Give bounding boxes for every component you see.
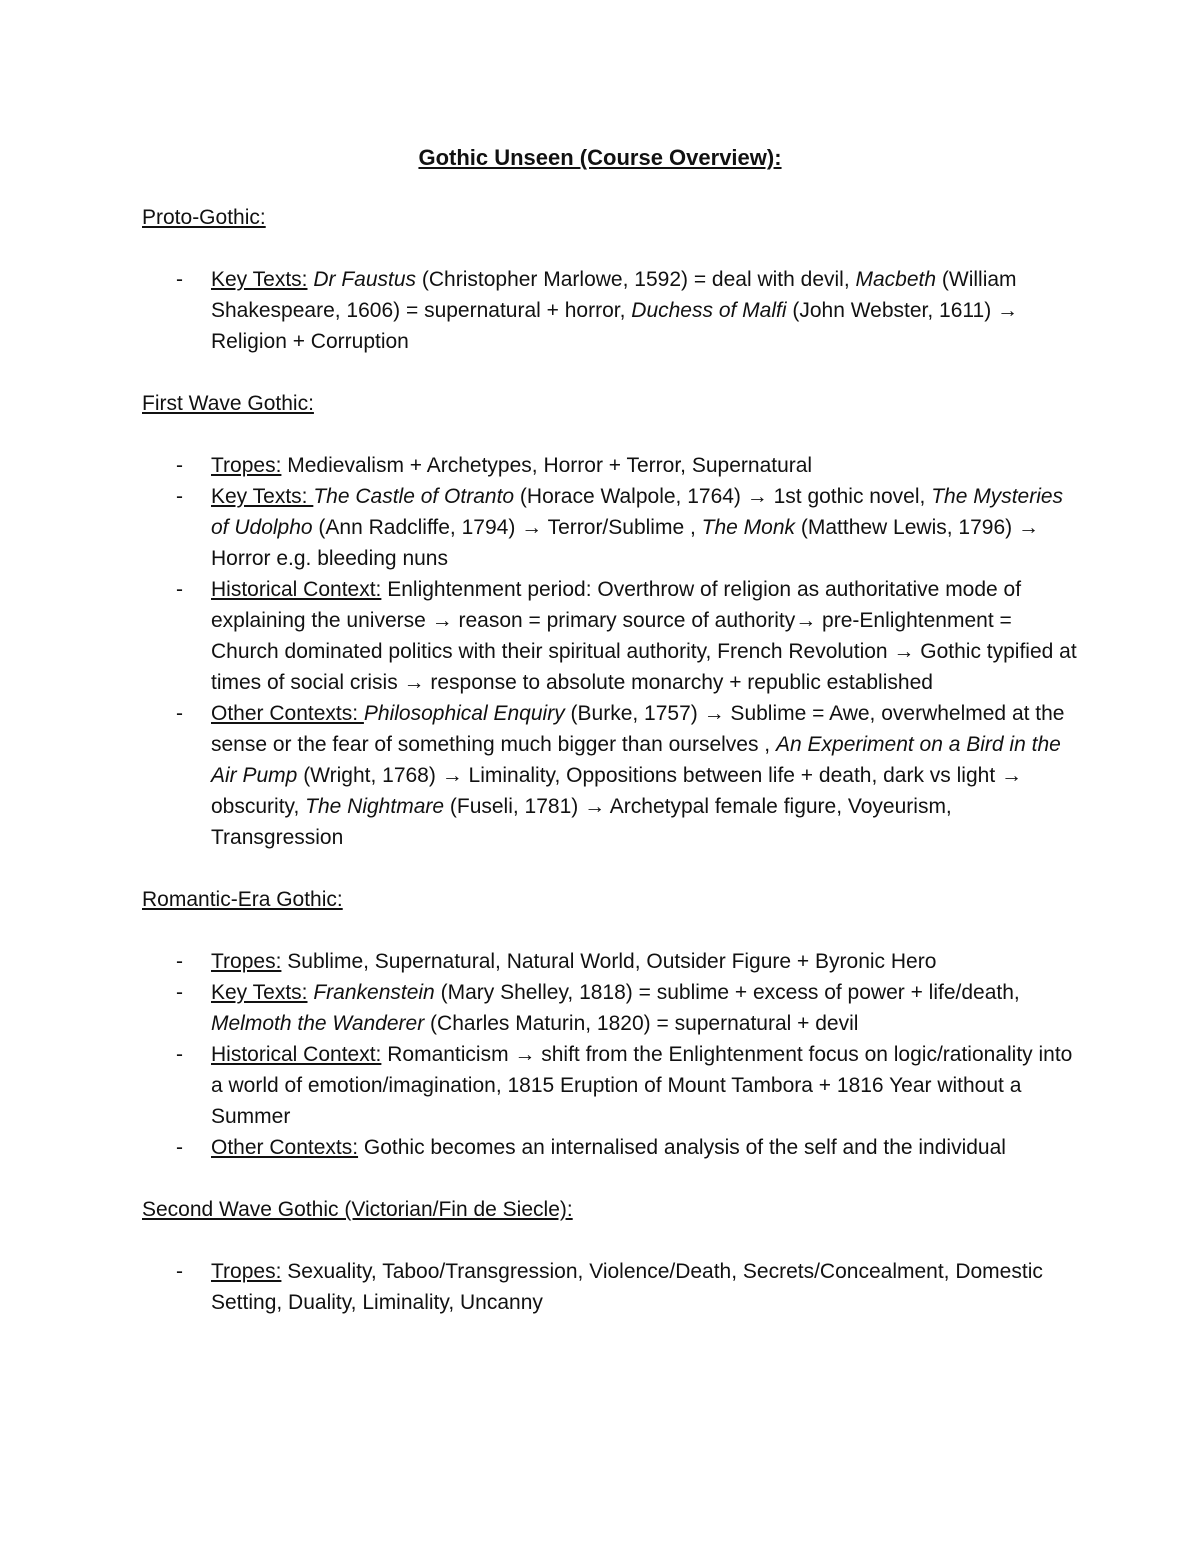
bullet-dash: - [176, 981, 183, 1004]
bullet-text: (Christopher Marlowe, 1592) = deal with devil, [416, 268, 856, 291]
bullet-text: (Burke, 1757) → Sublime = Awe, overwhelmed at the sense or the fear of something much bigger than ourselves , [211, 702, 1065, 756]
bullet-label: Tropes: [211, 950, 282, 973]
bullet-item [142, 574, 1082, 698]
bullet-text: Romanticism → shift from the Enlightenment focus on logic/rationality into a world of emotion/imagination, 1815 Eruption of Mount Tambora + 1816 Year without a Summer [211, 1043, 1073, 1128]
bullet-label: Historical Context: [211, 1043, 382, 1066]
bullet-item [142, 481, 1082, 574]
section-heading-proto-gothic: Proto-Gothic: [142, 206, 266, 229]
bullet-label: Other Contexts: [211, 702, 364, 725]
section-heading-second-wave-gothic-victorian-fin-de-siecle: Second Wave Gothic (Victorian/Fin de Siecle): [142, 1198, 573, 1221]
bullet-item [142, 977, 1082, 1039]
work-title: The Mysteries of Udolpho [211, 485, 1064, 539]
bullet-text: (Fuseli, 1781) → Archetypal female figure, Voyeurism, Transgression [211, 795, 952, 849]
bullet-item [142, 264, 1082, 357]
bullet-item [142, 1256, 1082, 1318]
section-heading-romantic-era-gothic: Romantic-Era Gothic: [142, 888, 343, 911]
bullet-dash: - [176, 268, 183, 291]
bullet-dash: - [176, 485, 183, 508]
bullet-label: Tropes: [211, 1260, 282, 1283]
bullet-label: Key Texts: [211, 485, 314, 508]
bullet-label: Key Texts: [211, 268, 308, 291]
bullet-item [142, 1039, 1082, 1132]
document-body [142, 202, 1082, 1349]
bullet-dash: - [176, 578, 183, 601]
bullet-label: Tropes: [211, 454, 282, 477]
bullet-item [142, 1132, 1082, 1163]
bullet-text: (Ann Radcliffe, 1794) → Terror/Sublime , [312, 516, 702, 539]
bullet-text: Enlightenment period: Overthrow of religion as authoritative mode of explaining the universe → reason = primary source of authority→ pre-Enlightenment = Church dominated politics with their spiritual authority, French Revolution → Gothic typified at times of social crisis → response to absolute monarchy + republic established [211, 578, 1077, 694]
bullet-dash: - [176, 1136, 183, 1159]
bullet-dash: - [176, 702, 183, 725]
bullet-text: Sexuality, Taboo/Transgression, Violence/Death, Secrets/Concealment, Domestic Setting, Duality, Liminality, Uncanny [211, 1260, 1043, 1314]
bullet-item [142, 698, 1082, 853]
bullet-dash: - [176, 950, 183, 973]
bullet-text: (Wright, 1768) → Liminality, Oppositions between life + death, dark vs light → obscurity, [211, 764, 1023, 818]
document-title: Gothic Unseen (Course Overview): [418, 145, 782, 170]
bullet-list [142, 1256, 1082, 1318]
bullet-text: Sublime, Supernatural, Natural World, Outsider Figure + Byronic Hero [281, 950, 937, 973]
bullet-text: (Matthew Lewis, 1796) → Horror e.g. bleeding nuns [211, 516, 1039, 570]
bullet-text: (Mary Shelley, 1818) = sublime + excess of power + life/death, [434, 981, 1020, 1004]
work-title: The Monk [701, 516, 796, 539]
bullet-text: Medievalism + Archetypes, Horror + Terror, Supernatural [281, 454, 813, 477]
work-title: The Castle of Otranto [313, 485, 515, 508]
bullet-item [142, 450, 1082, 481]
work-title: Frankenstein [313, 981, 435, 1004]
work-title: Duchess of Malfi [631, 299, 787, 322]
work-title: Dr Faustus [313, 268, 417, 291]
bullet-label: Historical Context: [211, 578, 382, 601]
bullet-dash: - [176, 1260, 183, 1283]
bullet-list [142, 450, 1082, 853]
bullet-item [142, 946, 1082, 977]
section-heading-first-wave-gothic: First Wave Gothic: [142, 392, 314, 415]
work-title: Macbeth [855, 268, 937, 291]
bullet-text: Gothic becomes an internalised analysis of the self and the individual [358, 1136, 1006, 1159]
bullet-text: (William Shakespeare, 1606) = supernatural + horror, [211, 268, 1017, 322]
work-title: An Experiment on a Bird in the Air Pump [211, 733, 1061, 787]
work-title: Philosophical Enquiry [363, 702, 565, 725]
work-title: Melmoth the Wanderer [211, 1012, 425, 1035]
bullet-text: (John Webster, 1611) → Religion + Corruption [211, 299, 1019, 353]
work-title: The Nightmare [305, 795, 445, 818]
bullet-text: (Charles Maturin, 1820) = supernatural + devil [424, 1012, 859, 1035]
bullet-dash: - [176, 1043, 183, 1066]
bullet-list [142, 946, 1082, 1163]
bullet-dash: - [176, 454, 183, 477]
bullet-label: Other Contexts: [211, 1136, 359, 1159]
bullet-list [142, 264, 1082, 357]
bullet-label: Key Texts: [211, 981, 308, 1004]
bullet-text: (Horace Walpole, 1764) → 1st gothic novel, [514, 485, 932, 508]
